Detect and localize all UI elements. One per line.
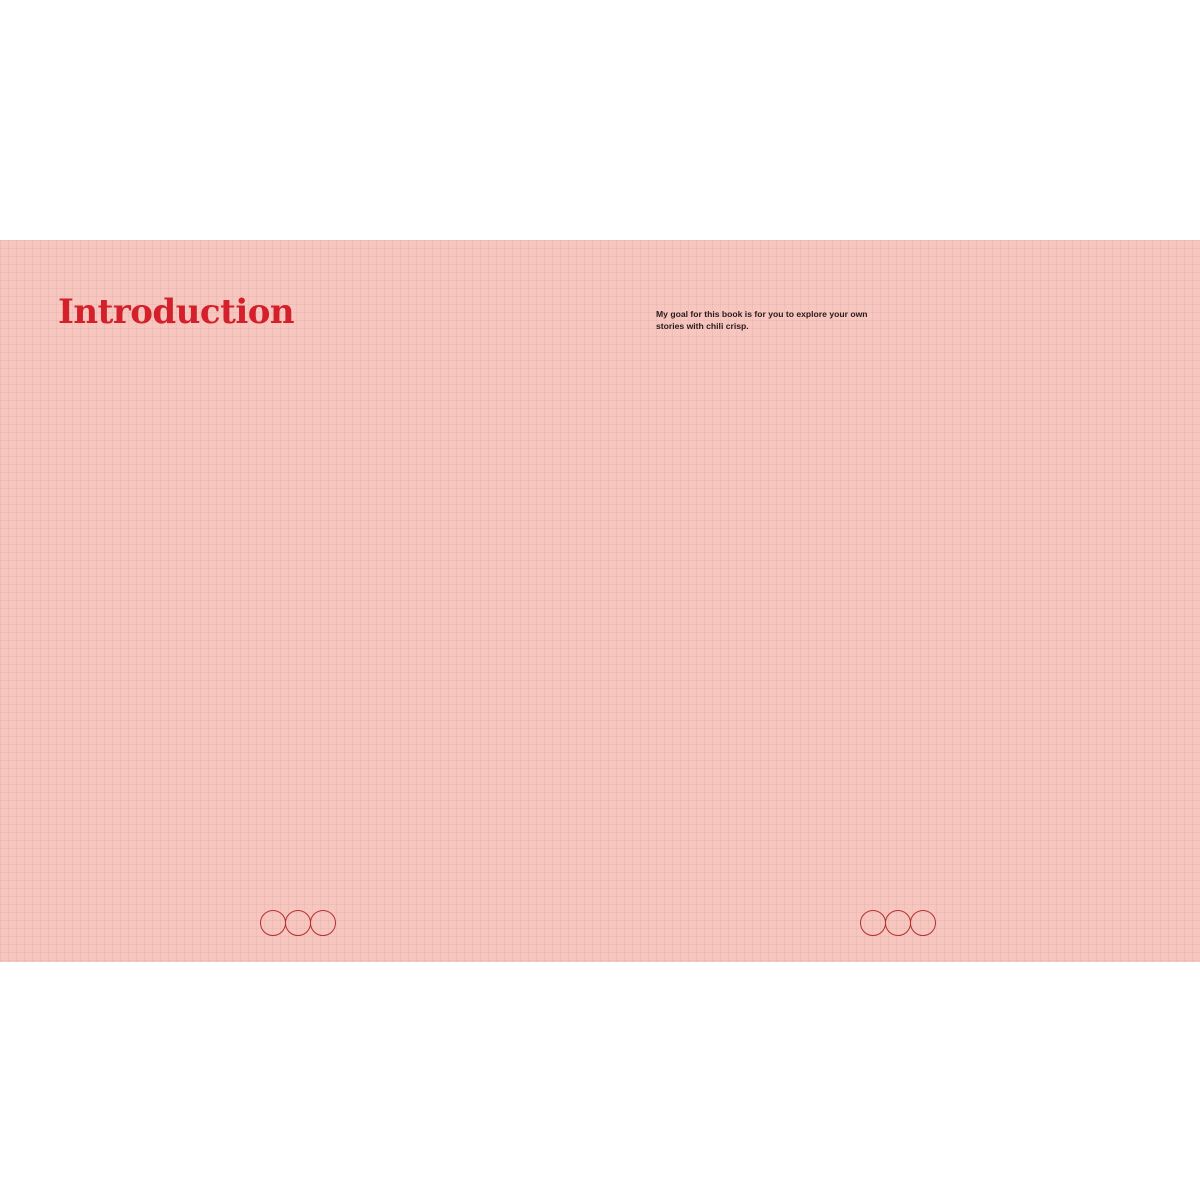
paragraph bbox=[306, 392, 546, 404]
right-column-1 bbox=[656, 286, 896, 408]
page-number-ornament bbox=[860, 910, 935, 936]
right-page bbox=[600, 240, 1200, 962]
paragraph bbox=[306, 370, 546, 382]
paragraph bbox=[905, 314, 1145, 326]
folio-ring-left bbox=[260, 910, 286, 936]
left-column-1 bbox=[58, 348, 298, 414]
paragraph bbox=[58, 392, 298, 404]
paragraph bbox=[306, 414, 546, 426]
paragraph bbox=[58, 348, 298, 360]
paragraph bbox=[656, 286, 896, 298]
paragraph bbox=[58, 370, 298, 382]
folio-ring-right bbox=[310, 910, 336, 936]
book-spread bbox=[0, 240, 1200, 962]
paragraph bbox=[656, 386, 896, 398]
paragraph bbox=[905, 292, 1145, 304]
page-number bbox=[285, 910, 311, 936]
folio-ring-left bbox=[860, 910, 886, 936]
page-number-ornament bbox=[260, 910, 335, 936]
paragraph bbox=[905, 336, 1145, 348]
right-column-2 bbox=[905, 292, 1145, 358]
folio-ring-right bbox=[910, 910, 936, 936]
left-column-2 bbox=[306, 348, 546, 436]
emphasis-sentence: My goal for this book is for you to explore your own stories with chili crisp. bbox=[656, 309, 868, 332]
page-title: Introduction bbox=[58, 292, 295, 332]
page-number bbox=[885, 910, 911, 936]
paragraph bbox=[656, 364, 896, 376]
paragraph bbox=[656, 342, 896, 354]
paragraph bbox=[306, 348, 546, 360]
left-page bbox=[0, 240, 600, 962]
